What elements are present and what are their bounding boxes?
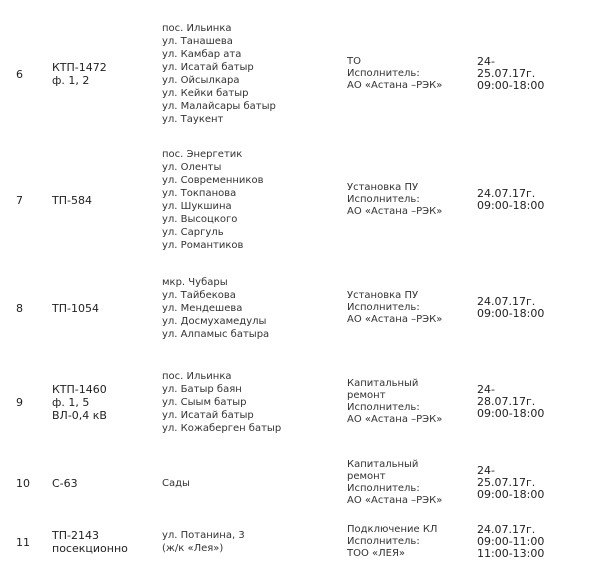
addresses-cell-line: (ж/к «Лея») xyxy=(162,543,224,554)
row-number-value: 10 xyxy=(16,476,30,490)
work-cell-line: ремонт xyxy=(347,471,386,482)
date-cell-line: 25.07.17г. xyxy=(477,67,536,80)
date-cell-line: 09:00-18:00 xyxy=(477,407,545,420)
addresses-cell-line: ул. Батыр баян xyxy=(162,383,242,395)
work-cell-line: Установка ПУ xyxy=(347,182,419,193)
date-cell-line: 28.07.17г. xyxy=(477,395,536,408)
date-cell-line: 24- xyxy=(477,383,495,396)
addresses-cell-line: Сады xyxy=(162,477,190,489)
date-cell-line: 25.07.17г. xyxy=(477,476,536,489)
work-cell-line: АО «Астана –РЭК» xyxy=(347,495,443,506)
substation-cell-line: КТП-1472 xyxy=(52,61,107,74)
addresses-cell-line: ул. Алпамыс батыра xyxy=(162,328,270,340)
addresses-cell-line: пос. Энергетик xyxy=(162,149,243,160)
substation-cell xyxy=(52,18,157,130)
addresses-cell xyxy=(162,18,342,130)
work-cell xyxy=(347,18,472,130)
addresses-cell-line: ул. Малайсары батыр xyxy=(162,101,276,112)
row-number-value: 11 xyxy=(16,535,30,549)
work-cell-line: АО «Астана –РЭК» xyxy=(347,314,443,325)
addresses-cell-line: ул. Токпанова xyxy=(162,188,237,199)
row-number-value: 6 xyxy=(16,67,23,81)
substation-cell-line: ф. 1, 2 xyxy=(52,74,90,87)
substation-cell-line: ТП-1054 xyxy=(52,301,99,315)
table-row xyxy=(0,448,606,518)
date-cell-line: 09:00-11:00 xyxy=(477,535,545,548)
addresses-cell-line: ул. Кожаберген батыр xyxy=(162,422,282,434)
addresses-cell xyxy=(162,448,342,518)
substation-cell xyxy=(52,144,157,256)
date-cell xyxy=(477,362,597,442)
substation-cell xyxy=(52,448,157,518)
addresses-cell-line: ул. Оленты xyxy=(162,162,222,173)
addresses-cell-line: пос. Ильинка xyxy=(162,370,232,382)
row-number xyxy=(16,268,46,348)
date-cell-line: 09:00-18:00 xyxy=(477,79,545,92)
work-cell-line: АО «Астана –РЭК» xyxy=(347,414,443,425)
substation-cell-line: посекционно xyxy=(52,542,128,555)
row-number xyxy=(16,448,46,518)
addresses-cell-line: ул. Саргуль xyxy=(162,227,224,238)
work-cell xyxy=(347,362,472,442)
date-cell-line: 09:00-18:00 xyxy=(477,307,545,320)
substation-cell-line: С-63 xyxy=(52,476,78,490)
date-cell xyxy=(477,18,597,130)
addresses-cell xyxy=(162,268,342,348)
date-cell-line: 24.07.17г. xyxy=(477,523,536,536)
date-cell-line: 24- xyxy=(477,55,495,68)
addresses-cell-line: ул. Исатай батыр xyxy=(162,62,254,73)
row-number-value: 8 xyxy=(16,301,23,315)
work-cell-line: ТОО «ЛЕЯ» xyxy=(347,548,406,559)
substation-cell-line: ТП-584 xyxy=(52,193,92,207)
row-number-value: 9 xyxy=(16,395,23,409)
work-cell-line: Установка ПУ xyxy=(347,290,419,301)
row-number xyxy=(16,18,46,130)
addresses-cell-line: ул. Современников xyxy=(162,175,264,186)
date-cell-line: 24.07.17г. xyxy=(477,187,536,200)
addresses-cell-line: ул. Исатай батыр xyxy=(162,409,254,421)
addresses-cell-line: мкр. Чубары xyxy=(162,276,228,288)
addresses-cell-line: ул. Мендешева xyxy=(162,302,243,314)
work-cell xyxy=(347,268,472,348)
substation-cell xyxy=(52,268,157,348)
addresses-cell-line: ул. Ойсылкара xyxy=(162,75,240,86)
substation-cell xyxy=(52,520,157,564)
addresses-cell-line: ул. Высоцкого xyxy=(162,214,238,225)
work-cell-line: Исполнитель: xyxy=(347,483,420,494)
addresses-cell-line: пос. Ильинка xyxy=(162,23,232,34)
table-row xyxy=(0,520,606,564)
addresses-cell-line: ул. Тайбекова xyxy=(162,289,236,301)
work-cell xyxy=(347,448,472,518)
work-cell xyxy=(347,520,472,564)
date-cell xyxy=(477,144,597,256)
substation-cell-line: ВЛ-0,4 кВ xyxy=(52,408,107,422)
work-cell-line: Исполнитель: xyxy=(347,302,420,313)
table-row xyxy=(0,362,606,442)
addresses-cell-line: ул. Досмухамедулы xyxy=(162,315,267,327)
addresses-cell-line: ул. Камбар ата xyxy=(162,49,242,60)
addresses-cell-line: ул. Потанина, 3 xyxy=(162,530,245,541)
addresses-cell-line: ул. Танашева xyxy=(162,36,233,47)
date-cell-line: 24.07.17г. xyxy=(477,295,536,308)
substation-cell-line: КТП-1460 xyxy=(52,382,107,396)
work-cell-line: ремонт xyxy=(347,390,386,401)
date-cell-line: 09:00-18:00 xyxy=(477,488,545,501)
addresses-cell xyxy=(162,520,342,564)
work-cell-line: Исполнитель: xyxy=(347,194,420,205)
date-cell-line: 24- xyxy=(477,464,495,477)
date-cell xyxy=(477,448,597,518)
work-cell xyxy=(347,144,472,256)
work-cell-line: Исполнитель: xyxy=(347,68,420,79)
substation-cell xyxy=(52,362,157,442)
row-number xyxy=(16,144,46,256)
table-row xyxy=(0,144,606,256)
work-cell-line: Исполнитель: xyxy=(347,402,420,413)
work-cell-line: ТО xyxy=(347,56,361,67)
date-cell xyxy=(477,520,597,564)
row-number xyxy=(16,520,46,564)
substation-cell-line: ТП-2143 xyxy=(52,529,99,542)
date-cell xyxy=(477,268,597,348)
row-number-value: 7 xyxy=(16,193,23,207)
table-row xyxy=(0,268,606,348)
addresses-cell-line: ул. Шукшина xyxy=(162,201,232,212)
date-cell-line: 11:00-13:00 xyxy=(477,547,545,560)
work-cell-line: Подключение КЛ xyxy=(347,524,438,535)
work-cell-line: Исполнитель: xyxy=(347,536,420,547)
date-cell-line: 09:00-18:00 xyxy=(477,199,545,212)
work-cell-line: АО «Астана –РЭК» xyxy=(347,206,443,217)
work-cell-line: Капитальный xyxy=(347,378,419,389)
addresses-cell xyxy=(162,144,342,256)
work-cell-line: АО «Астана –РЭК» xyxy=(347,80,443,91)
row-number xyxy=(16,362,46,442)
addresses-cell-line: ул. Сыым батыр xyxy=(162,396,247,408)
addresses-cell-line: ул. Романтиков xyxy=(162,240,244,251)
addresses-cell-line: ул. Таукент xyxy=(162,114,224,125)
substation-cell-line: ф. 1, 5 xyxy=(52,395,90,409)
table-row xyxy=(0,18,606,130)
work-cell-line: Капитальный xyxy=(347,459,419,470)
addresses-cell-line: ул. Кейки батыр xyxy=(162,88,249,99)
addresses-cell xyxy=(162,362,342,442)
